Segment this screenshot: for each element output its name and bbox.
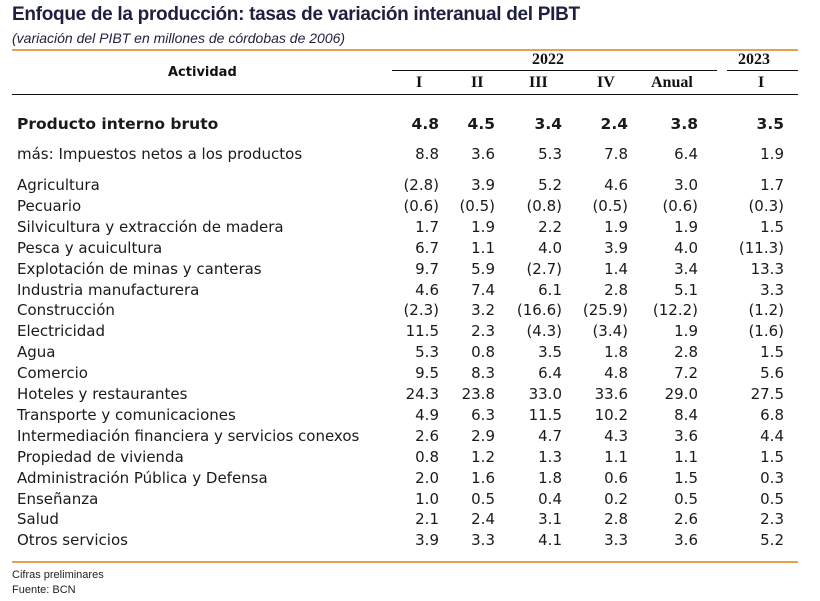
row-value: 24.3 [405,385,439,403]
row-value: 0.2 [604,489,628,508]
col-header-q4: IV [597,74,615,91]
row-value: 1.9 [674,322,698,341]
row-value: 4.9 [415,405,439,424]
row-value: 2.2 [538,217,562,236]
row-value: 5.2 [760,531,784,550]
table-row [0,385,820,406]
row-value: 5.9 [471,259,495,278]
row-value: 3.9 [415,531,439,550]
table-title: Enfoque de la producción: tasas de variación interanual del PIBT [12,4,580,25]
row-value: 5.6 [760,364,784,383]
row-value: 4.0 [674,238,698,257]
row-value: 27.5 [750,385,784,403]
row-value: 1.4 [604,259,628,278]
row-value: 4.4 [760,426,784,445]
row-value: 4.6 [604,176,628,194]
row-value: 8.8 [415,145,439,163]
table-row [0,145,820,166]
source-note: Fuente: BCN [12,584,76,596]
row-value: 23.8 [461,385,495,403]
row-value: 3.5 [538,343,562,362]
col-header-q1: I [416,74,423,91]
row-value: 1.5 [760,343,784,362]
row-value: 2.6 [415,426,439,445]
row-value: 3.6 [674,531,698,550]
table-row [0,531,820,552]
row-value: 3.6 [471,145,495,163]
row-value: 6.1 [538,280,562,299]
table-row [0,301,820,322]
row-value: (3.4) [592,322,628,341]
row-value: 11.5 [405,322,439,341]
row-label: Administración Pública y Defensa [17,468,268,487]
row-value: 8.4 [674,405,698,424]
row-value: 1.9 [471,217,495,236]
row-label: Comercio [17,364,88,383]
row-value: 3.0 [674,176,698,194]
row-value: 1.3 [538,447,562,466]
row-value: 0.3 [760,468,784,487]
row-value: (0.5) [592,196,628,215]
year-2023-underline [727,70,798,71]
row-value: 0.5 [760,489,784,508]
table-row [0,448,820,469]
col-header-q2: II [471,74,484,91]
row-value: 5.1 [674,280,698,299]
table-row [0,239,820,260]
footnote: Cifras preliminares [12,569,104,581]
row-value: (2.8) [403,176,439,194]
row-label: Transporte y comunicaciones [17,405,236,424]
row-label: Industria manufacturera [17,280,200,299]
row-value: 7.8 [604,145,628,163]
row-value: 0.6 [604,468,628,487]
table-row [0,197,820,218]
row-value: 1.5 [674,468,698,487]
row-label: Electricidad [17,322,105,341]
row-value: 3.2 [471,301,495,320]
row-value: 2.8 [674,343,698,362]
col-header-2023-q1: I [758,74,765,91]
row-value: 1.1 [674,447,698,466]
row-value: 3.1 [538,510,562,529]
row-value: 0.8 [415,447,439,466]
row-value: 1.1 [604,447,628,466]
row-label: Pesca y acuicultura [17,238,163,257]
activity-header: Actividad [168,65,237,80]
row-value: 0.8 [471,343,495,362]
row-label: Explotación de minas y canteras [17,259,262,278]
year-2023-header: 2023 [738,51,770,68]
row-value: 1.7 [415,217,439,236]
row-value: (12.2) [652,301,698,320]
table-subtitle: (variación del PIBT en millones de córdobas de 2006) [12,30,346,46]
row-value: 1.8 [538,468,562,487]
row-label: Propiedad de vivienda [17,447,184,466]
year-2022-header: 2022 [532,51,564,68]
row-value: (0.6) [403,196,439,215]
table-row [0,427,820,448]
row-value: 3.5 [756,115,784,133]
col-header-annual: Anual [651,74,693,91]
row-value: 3.6 [674,426,698,445]
year-2022-underline [392,70,717,71]
row-label: Salud [17,510,59,529]
row-value: (0.5) [459,196,495,215]
row-value: 7.2 [674,364,698,383]
row-value: (2.7) [526,259,562,278]
row-value: 4.8 [411,115,439,133]
row-value: 0.5 [674,489,698,508]
table-row [0,115,820,136]
row-value: (1.6) [748,322,784,341]
row-value: (1.2) [748,301,784,320]
row-value: 7.4 [471,280,495,299]
row-label: más: Impuestos netos a los productos [17,145,303,163]
table-row [0,260,820,281]
row-value: 3.9 [604,238,628,257]
table-row [0,176,820,197]
row-value: 2.8 [604,280,628,299]
row-value: 4.8 [604,364,628,383]
row-value: 3.3 [760,280,784,299]
row-value: 0.4 [538,489,562,508]
row-value: 9.7 [415,259,439,278]
row-value: 33.0 [528,385,562,403]
row-label: Producto interno bruto [17,115,219,133]
row-value: 6.8 [760,405,784,424]
row-value: 13.3 [750,259,784,278]
row-value: 1.2 [471,447,495,466]
row-value: 2.6 [674,510,698,529]
row-value: 33.6 [594,385,628,403]
row-label: Agua [17,343,56,362]
row-value: 3.3 [604,531,628,550]
row-value: 10.2 [594,405,628,424]
table-row [0,364,820,385]
row-value: (2.3) [403,301,439,320]
row-value: (0.3) [748,196,784,215]
row-value: 1.5 [760,447,784,466]
row-value: 3.8 [670,115,698,133]
row-value: 3.4 [674,259,698,278]
table-row [0,469,820,490]
row-value: (0.6) [662,196,698,215]
row-value: 2.4 [471,510,495,529]
table-row [0,218,820,239]
row-label: Silvicultura y extracción de madera [17,217,284,236]
row-label: Pecuario [17,196,82,215]
top-rule [12,49,798,51]
row-value: 2.1 [415,510,439,529]
row-value: 11.5 [528,405,562,424]
row-value: 4.6 [415,280,439,299]
row-value: 6.4 [538,364,562,383]
row-value: 29.0 [664,385,698,403]
row-value: 1.5 [760,217,784,236]
col-header-q3: III [529,74,548,91]
row-value: (16.6) [516,301,562,320]
row-value: 6.3 [471,405,495,424]
row-value: 1.7 [760,176,784,194]
row-value: 2.3 [471,322,495,341]
table-row [0,510,820,531]
row-value: 8.3 [471,364,495,383]
row-label: Hoteles y restaurantes [17,385,188,403]
row-label: Construcción [17,301,115,320]
table-row [0,281,820,302]
row-value: 3.4 [534,115,562,133]
table-row [0,490,820,511]
row-value: (11.3) [738,238,784,257]
row-value: (4.3) [526,322,562,341]
row-value: 2.8 [604,510,628,529]
table-row [0,406,820,427]
row-value: (0.8) [526,196,562,215]
row-value: 5.2 [538,176,562,194]
row-value: 1.9 [674,217,698,236]
row-value: 2.9 [471,426,495,445]
row-value: 2.4 [600,115,628,133]
row-value: 1.8 [604,343,628,362]
row-value: 5.3 [415,343,439,362]
row-value: 9.5 [415,364,439,383]
row-value: 3.9 [471,176,495,194]
row-value: 1.9 [604,217,628,236]
row-label: Enseñanza [17,489,99,508]
row-value: 0.5 [471,489,495,508]
row-value: 1.1 [471,238,495,257]
row-value: 3.3 [471,531,495,550]
row-value: 6.7 [415,238,439,257]
row-value: (25.9) [582,301,628,320]
row-label: Intermediación financiera y servicios conexos [17,426,360,445]
row-value: 6.4 [674,145,698,163]
row-label: Otros servicios [17,531,128,550]
row-value: 1.9 [760,145,784,163]
bottom-rule [12,561,798,563]
table-row [0,322,820,343]
header-rule [12,94,798,95]
row-value: 2.0 [415,468,439,487]
row-label: Agricultura [17,176,100,194]
row-value: 4.1 [538,531,562,550]
row-value: 4.7 [538,426,562,445]
row-value: 2.3 [760,510,784,529]
row-value: 1.0 [415,489,439,508]
row-value: 4.0 [538,238,562,257]
table-row [0,343,820,364]
row-value: 4.5 [467,115,495,133]
row-value: 1.6 [471,468,495,487]
row-value: 5.3 [538,145,562,163]
row-value: 4.3 [604,426,628,445]
